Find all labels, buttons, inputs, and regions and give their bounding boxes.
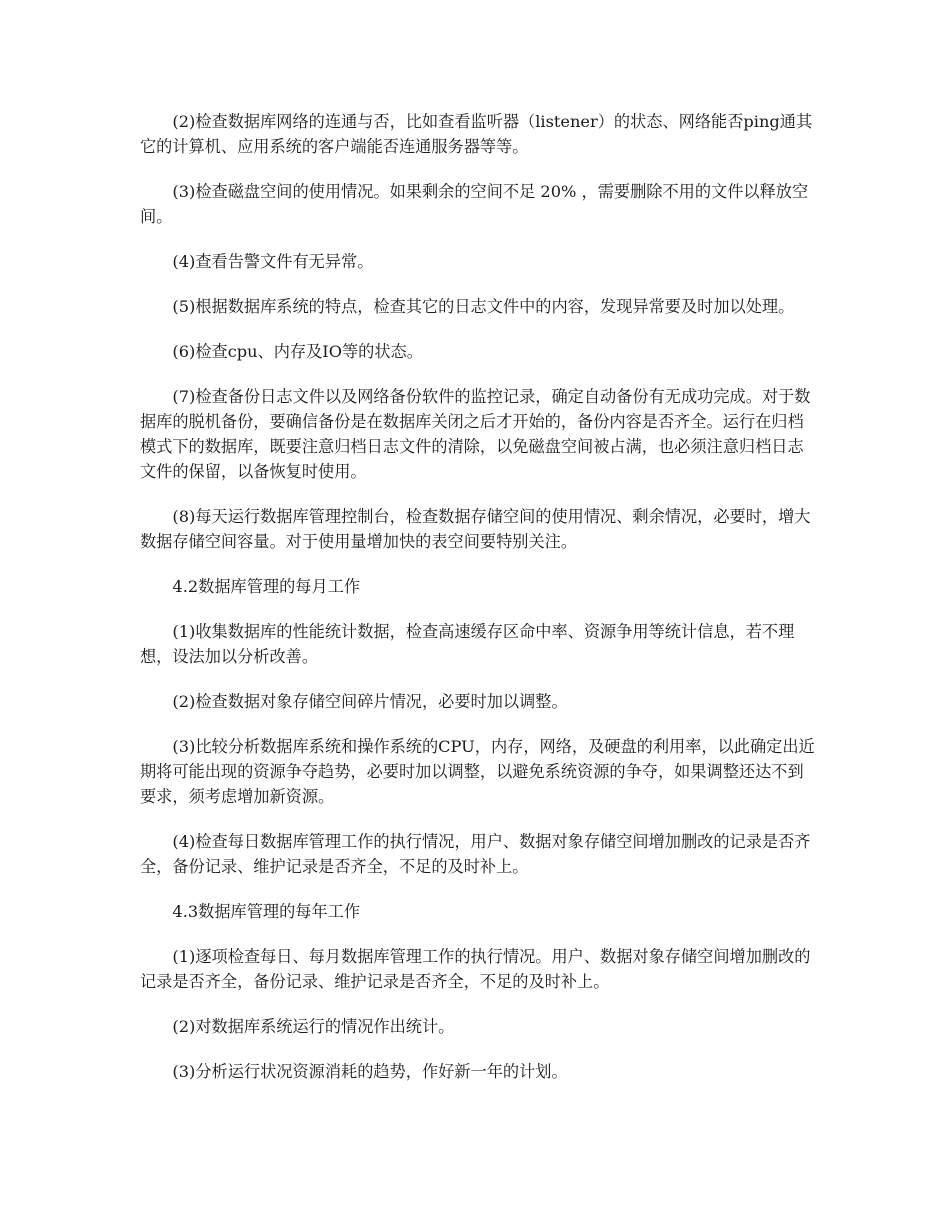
document-page xyxy=(140,109,815,1104)
paragraph-backup-check: (7)检查备份日志文件以及网络备份软件的监控记录，确定自动备份有无成功完成。对于数据库的脱机备份，要确信备份是在数据库关闭之后才开始的，备份内容是否齐全。运行在归档模式下的数据库，既要注意归档日志文件的清除，以免磁盘空间被占满，也必须注意归档日志文件的保留，以备恢复时使用。 xyxy=(140,387,811,481)
paragraph-daily-review: (4)检查每日数据库管理工作的执行情况，用户、数据对象存储空间增加删改的记录是否齐全，备份记录、维护记录是否齐全，不足的及时补上。 xyxy=(140,832,811,876)
paragraph-storage-console: (8)每天运行数据库管理控制台，检查数据存储空间的使用情况、剩余情况，必要时，增大数据存储空间容量。对于使用量增加快的表空间要特别关注。 xyxy=(140,507,811,551)
paragraph-annual-plan: (3)分析运行状况资源消耗的趋势，作好新一年的计划。 xyxy=(172,1062,568,1081)
paragraph-statistics: (2)对数据库系统运行的情况作出统计。 xyxy=(172,1017,455,1036)
paragraph-resource-usage: (3)比较分析数据库系统和操作系统的CPU，内存，网络，及硬盘的利用率，以此确定出近期将可能出现的资源争夺趋势，必要时加以调整，以避免系统资源的争夺，如果调整还达不到要求，须考虑增加新资源。 xyxy=(140,737,815,806)
section-heading-yearly: 4.3数据库管理的每年工作 xyxy=(172,902,361,921)
paragraph-alert-file: (4)查看告警文件有无异常。 xyxy=(172,252,374,271)
paragraph-log-files: (5)根据数据库系统的特点，检查其它的日志文件中的内容，发现异常要及时加以处理。 xyxy=(172,297,795,316)
paragraph-disk-space: (3)检查磁盘空间的使用情况。如果剩余的空间不足 20% ，需要删除不用的文件以释放空间。 xyxy=(140,182,809,226)
paragraph-fragmentation: (2)检查数据对象存储空间碎片情况，必要时加以调整。 xyxy=(172,692,568,711)
paragraph-network-check: (2)检查数据库网络的连通与否，比如查看监听器（listener）的状态、网络能否ping通其它的计算机、应用系统的客户端能否连通服务器等等。 xyxy=(140,112,813,156)
paragraph-yearly-review: (1)逐项检查每日、每月数据库管理工作的执行情况。用户、数据对象存储空间增加删改的记录是否齐全，备份记录、维护记录是否齐全，不足的及时补上。 xyxy=(140,947,811,991)
paragraph-performance-stats: (1)收集数据库的性能统计数据，检查高速缓存区命中率、资源争用等统计信息，若不理想，设法加以分析改善。 xyxy=(140,622,795,666)
section-heading-monthly: 4.2数据库管理的每月工作 xyxy=(172,577,361,596)
paragraph-cpu-memory-io: (6)检查cpu、内存及IO等的状态。 xyxy=(172,342,423,361)
